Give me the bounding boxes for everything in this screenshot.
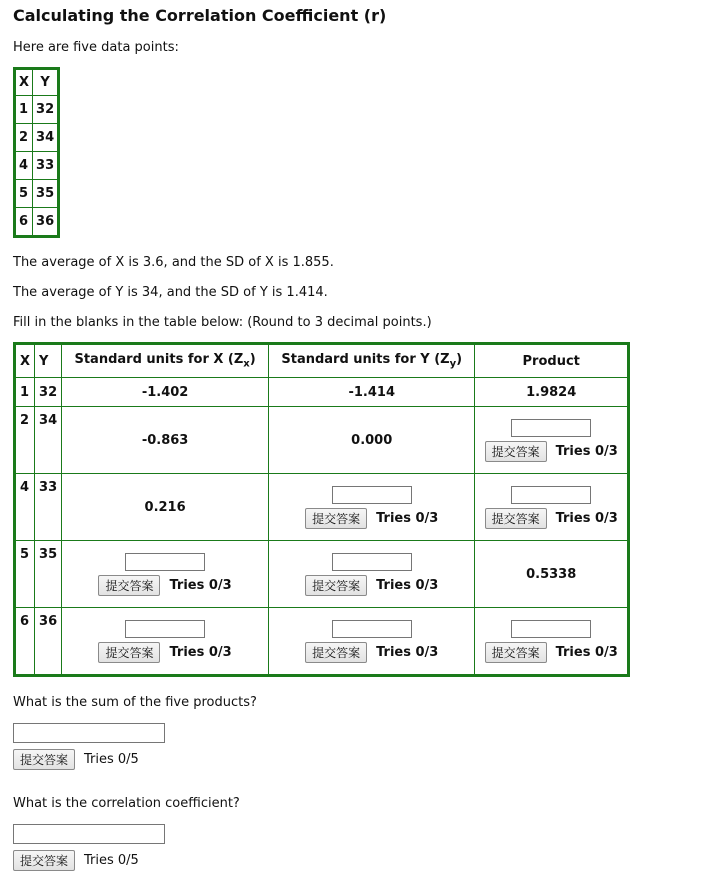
product-input[interactable] [511,486,591,504]
correlation-question [13,796,702,871]
cell-zy: 0.000 [269,407,475,474]
header-x: X [15,344,35,378]
submit-row [305,642,438,663]
answer-group [485,419,618,462]
submit-button[interactable]: 提交答案 [485,441,547,462]
header-y: Y [33,69,59,96]
cell-zx: 0.216 [62,474,269,541]
tries-counter: Tries 0/3 [376,510,439,526]
submit-row [13,850,702,871]
cell-y: 34 [33,124,59,152]
cell-zx: -1.402 [62,378,269,407]
zy-input[interactable] [332,486,412,504]
answer-group [305,620,438,663]
cell-zy [269,608,475,676]
table-row [15,208,59,237]
submit-button[interactable]: 提交答案 [485,508,547,529]
cell-zy [269,541,475,608]
table-row [15,407,629,474]
tries-counter: Tries 0/3 [555,443,618,459]
cell-x: 1 [15,378,35,407]
y-stats-text: The average of Y is 34, and the SD of Y is 1.414. [13,285,328,300]
cell-y: 33 [35,474,62,541]
cell-y: 36 [35,608,62,676]
product-input[interactable] [511,419,591,437]
header-product: Product [475,344,629,378]
submit-button[interactable]: 提交答案 [13,850,75,871]
submit-button[interactable]: 提交答案 [13,749,75,770]
cell-y: 32 [33,96,59,124]
x-stats-text: The average of X is 3.6, and the SD of X is 1.855. [13,255,334,270]
header-zx-close: ) [249,352,256,368]
cell-x: 5 [15,541,35,608]
tries-counter: Tries 0/5 [84,752,139,767]
zy-input[interactable] [332,553,412,571]
table-row [15,96,59,124]
header-x: X [15,69,33,96]
submit-row [13,749,702,770]
correlation-input[interactable] [13,824,165,844]
instruction-text: Fill in the blanks in the table below: (Round to 3 decimal points.) [13,315,432,330]
table-header-row [15,69,59,96]
data-points-table [13,67,60,238]
cell-zx [62,541,269,608]
tries-counter: Tries 0/3 [376,644,439,660]
answer-group [305,553,438,596]
cell-y: 35 [35,541,62,608]
submit-row [305,575,438,596]
zx-input[interactable] [125,553,205,571]
submit-row [485,642,618,663]
table-row [15,608,629,676]
intro-text: Here are five data points: [13,40,179,55]
cell-product: 0.5338 [475,541,629,608]
cell-x: 4 [15,474,35,541]
zy-input[interactable] [332,620,412,638]
table-row [15,474,629,541]
cell-product [475,608,629,676]
answer-group [98,620,231,663]
cell-zx [62,608,269,676]
tries-counter: Tries 0/3 [555,644,618,660]
header-zy-close: ) [456,352,463,368]
cell-y: 33 [33,152,59,180]
cell-x: 1 [15,96,33,124]
submit-button[interactable]: 提交答案 [305,575,367,596]
cell-x: 6 [15,608,35,676]
cell-product [475,407,629,474]
header-zy-sub: y [449,358,457,370]
answer-group [98,553,231,596]
sum-question-text: What is the sum of the five products? [13,695,257,710]
submit-button[interactable]: 提交答案 [98,575,160,596]
cell-zx: -0.863 [62,407,269,474]
table-row [15,180,59,208]
tries-counter: Tries 0/3 [376,577,439,593]
cell-x: 5 [15,180,33,208]
table-row [15,541,629,608]
answer-group [485,486,618,529]
cell-x: 4 [15,152,33,180]
standard-units-table [13,342,630,677]
submit-button[interactable]: 提交答案 [485,642,547,663]
answer-group [485,620,618,663]
header-zy [269,344,475,378]
tries-counter: Tries 0/3 [555,510,618,526]
cell-zy: -1.414 [269,378,475,407]
submit-row [485,441,618,462]
cell-y: 34 [35,407,62,474]
tries-counter: Tries 0/5 [84,853,139,868]
product-input[interactable] [511,620,591,638]
tries-counter: Tries 0/3 [169,577,232,593]
submit-row [485,508,618,529]
tries-counter: Tries 0/3 [169,644,232,660]
header-zx-sub: x [243,358,250,370]
zx-input[interactable] [125,620,205,638]
submit-button[interactable]: 提交答案 [98,642,160,663]
cell-y: 36 [33,208,59,237]
header-zy-label: Standard units for Y (Z [281,352,450,368]
header-zx [62,344,269,378]
correlation-question-text: What is the correlation coefficient? [13,796,240,811]
header-y: Y [35,344,62,378]
cell-y: 32 [35,378,62,407]
answer-group [305,486,438,529]
sum-question [13,695,702,770]
table-header-row [15,344,629,378]
table-row [15,124,59,152]
submit-row [98,575,231,596]
cell-x: 6 [15,208,33,237]
table-row [15,378,629,407]
page-title: Calculating the Correlation Coefficient (r) [13,6,387,25]
cell-y: 35 [33,180,59,208]
cell-product [475,474,629,541]
submit-button[interactable]: 提交答案 [305,642,367,663]
submit-row [305,508,438,529]
cell-x: 2 [15,407,35,474]
cell-product: 1.9824 [475,378,629,407]
submit-row [98,642,231,663]
cell-x: 2 [15,124,33,152]
cell-zy [269,474,475,541]
header-zx-label: Standard units for X (Z [74,352,244,368]
submit-button[interactable]: 提交答案 [305,508,367,529]
table-row [15,152,59,180]
sum-input[interactable] [13,723,165,743]
